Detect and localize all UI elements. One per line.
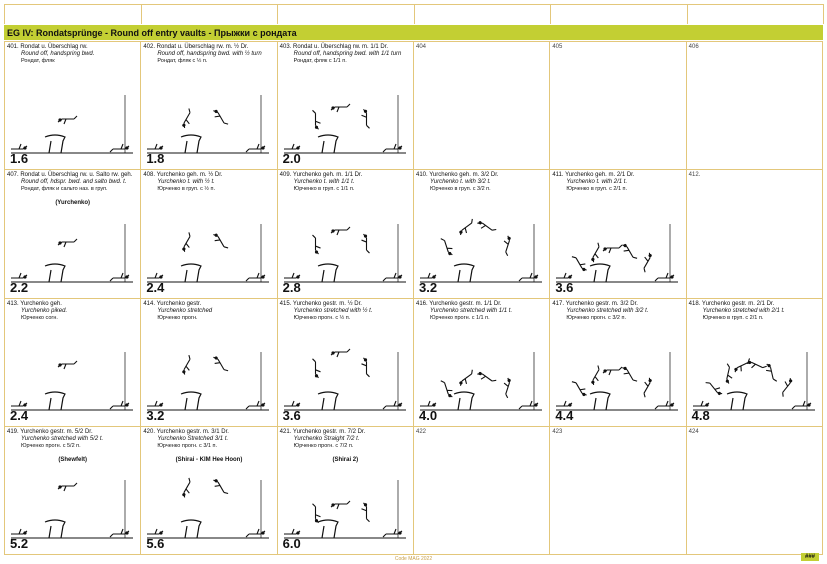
difficulty-value: 2.4	[146, 279, 165, 295]
gymnast-figure	[147, 529, 163, 537]
vault-illustration	[693, 332, 815, 414]
gymnast-figure	[519, 401, 538, 409]
gymnast-figure	[147, 401, 163, 409]
vault-table	[318, 264, 338, 282]
vault-table	[45, 264, 65, 282]
gymnast-figure	[638, 251, 654, 271]
gymnast-figure	[331, 349, 350, 357]
vault-russian-name: Юрченко в груп. с 2/1 п.	[702, 314, 764, 321]
vault-german-name: 411. Yurchenko geh. m. 2/1 Dr.	[552, 172, 635, 179]
difficulty-value: 4.4	[555, 407, 574, 423]
gymnast-figure	[212, 477, 228, 497]
gymnast-figure	[655, 401, 674, 409]
vault-cell	[278, 299, 414, 427]
vault-table	[727, 392, 747, 410]
vault-table-page	[4, 4, 823, 550]
group-title: EG IV: Rondatsprünge - Round off entry vaults - Прыжки с рондата	[7, 27, 297, 38]
vault-english-name: Yurchenko t. with 2/1 t.	[566, 179, 628, 186]
vault-german-name: 414. Yurchenko gestr.	[143, 300, 202, 307]
vault-english-name: Yurchenko stretched with 5/2 t.	[21, 435, 104, 442]
gymnast-figure	[312, 504, 320, 523]
vault-english-name: Yurchenko t. with ½ t.	[157, 179, 215, 186]
vault-german-name: 409. Yurchenko geh. m. 1/1 Dr.	[279, 172, 363, 179]
gymnast-figure	[212, 108, 228, 128]
vault-table	[45, 520, 65, 538]
top-cell	[551, 4, 688, 24]
vault-cell	[687, 299, 823, 427]
vault-russian-name: Юрченко в груп. с 3/2 п.	[429, 186, 491, 193]
difficulty-value: 1.6	[10, 151, 29, 167]
vault-cell	[414, 42, 550, 170]
vault-cell	[414, 299, 550, 427]
gymnast-figure	[621, 241, 637, 261]
vault-german-name: 421. Yurchenko gestr. m. 7/2 Dr.	[279, 428, 366, 435]
vault-german-name: 403. Rondat u. Überschlag rw. m. 1/1 Dr.	[279, 44, 389, 50]
vault-illustration	[147, 75, 269, 157]
element-number: 412.	[688, 172, 701, 179]
vault-russian-name: Рондат, фляк с 1/1 п.	[293, 58, 347, 64]
gymnast-figure	[764, 362, 776, 382]
gymnast-figure	[777, 377, 795, 397]
gymnast-figure	[331, 104, 350, 112]
gymnast-figure	[519, 273, 538, 281]
element-number: 406	[688, 44, 699, 50]
gymnast-figure	[110, 273, 129, 281]
gymnast-figure	[383, 401, 402, 409]
gymnast-figure	[312, 235, 320, 254]
vault-cell	[141, 427, 277, 555]
vault-cell	[141, 170, 277, 298]
gymnast-figure	[11, 401, 27, 409]
vault-german-name: 415. Yurchenko gestr. m. ½ Dr.	[279, 300, 362, 307]
vault-table	[181, 520, 201, 538]
gymnast-figure	[361, 503, 369, 522]
gymnast-figure	[457, 218, 477, 236]
difficulty-value: 2.4	[10, 407, 29, 423]
difficulty-value: 3.6	[555, 279, 574, 295]
gymnast-figure	[147, 144, 163, 152]
difficulty-value: 5.6	[146, 536, 165, 551]
difficulty-value: 2.8	[282, 279, 301, 295]
vault-english-name: Yurchenko stretched with 2/1 t.	[702, 307, 785, 314]
top-cell	[142, 4, 279, 24]
gymnast-figure	[572, 252, 588, 272]
gymnast-figure	[246, 401, 265, 409]
vault-german-name: 418. Yurchenko gestr. m. 2/1 Dr.	[688, 300, 775, 307]
vault-cell	[550, 299, 686, 427]
gymnast-figure	[180, 109, 196, 129]
gymnast-figure	[331, 501, 350, 509]
vault-nickname: (Shirai 2)	[332, 456, 359, 463]
vault-cell	[5, 299, 141, 427]
vault-english-name: Yurchenko Stretched 3/1 t.	[157, 435, 229, 442]
vault-illustration	[284, 460, 406, 542]
vault-cell	[141, 42, 277, 170]
vault-table	[45, 135, 65, 153]
vault-cell	[687, 170, 823, 298]
vault-illustration	[284, 75, 406, 157]
gymnast-figure	[58, 361, 77, 369]
difficulty-value: 4.0	[418, 407, 438, 423]
vault-illustration	[284, 204, 406, 286]
gymnast-figure	[361, 234, 369, 253]
gymnast-figure	[284, 144, 300, 152]
vault-table	[590, 392, 610, 410]
vault-german-name: 410. Yurchenko geh. m. 3/2 Dr.	[415, 172, 499, 179]
vault-english-name: Yurchenko stretched with 3/2 t.	[566, 307, 649, 314]
vault-english-name: Yurchenko t. with 3/2 t.	[429, 179, 491, 186]
gymnast-figure	[556, 401, 572, 409]
gymnast-figure	[246, 529, 265, 537]
gymnast-figure	[246, 273, 265, 281]
gymnast-figure	[180, 232, 196, 252]
gymnast-figure	[705, 377, 723, 397]
vault-table	[318, 520, 338, 538]
gymnast-figure	[284, 273, 300, 281]
vault-russian-name: Юрченко прогн. с 3/2 п.	[566, 314, 626, 321]
element-number: 404	[415, 44, 426, 50]
difficulty-value: 5.2	[10, 536, 29, 551]
element-number: 424	[688, 428, 699, 435]
gymnast-figure	[312, 359, 320, 378]
gymnast-figure	[603, 367, 622, 375]
vault-russian-name: Юрченко в груп. с 1/1 п.	[293, 186, 355, 193]
vault-german-name: 401. Rondat u. Überschlag rw.	[7, 44, 88, 50]
gymnast-figure	[476, 218, 496, 236]
vault-german-name: 419. Yurchenko gestr. m. 5/2 Dr.	[7, 428, 93, 435]
gymnast-figure	[11, 144, 27, 152]
gymnast-figure	[361, 110, 369, 129]
vault-cell	[550, 170, 686, 298]
vault-russian-name: Рондат, фляк и сальто наз. в груп.	[21, 186, 108, 193]
gymnast-figure	[500, 235, 513, 256]
vault-german-name: 416. Yurchenko gestr. m. 1/1 Dr.	[415, 300, 502, 307]
vault-cell	[550, 42, 686, 170]
vault-table	[45, 392, 65, 410]
vault-illustration	[11, 332, 133, 414]
difficulty-value: 1.8	[146, 151, 165, 167]
vault-cell	[5, 170, 141, 298]
vault-table	[318, 135, 338, 153]
vault-illustration	[147, 460, 269, 542]
gymnast-figure	[180, 478, 196, 498]
vault-illustration	[556, 204, 678, 286]
vault-russian-name: Юрченко прогн. с 1/1 п.	[429, 314, 490, 321]
vault-german-name: 408. Yurchenko geh. m. ½ Dr.	[143, 172, 223, 179]
gymnast-figure	[603, 245, 622, 253]
vault-cell	[687, 427, 823, 555]
group-title-bar	[4, 25, 823, 40]
vault-english-name: Round off, handspring bwd. with 1/1 turn	[293, 51, 402, 57]
vault-cell	[141, 299, 277, 427]
gymnast-figure	[621, 364, 637, 384]
element-number: 405	[552, 44, 563, 50]
vault-russian-name: Юрченко прогн. с ½ п.	[293, 314, 351, 321]
vault-english-name: Round off, hdspr. bwd. and salto bwd. t.	[21, 179, 127, 186]
vault-cell	[550, 427, 686, 555]
difficulty-value: 3.2	[146, 407, 165, 423]
vault-illustration	[284, 332, 406, 414]
gymnast-figure	[420, 273, 436, 281]
gymnast-figure	[110, 144, 129, 152]
gymnast-figure	[110, 401, 129, 409]
vault-table	[181, 392, 201, 410]
gymnast-figure	[792, 401, 811, 409]
gymnast-figure	[58, 116, 77, 124]
vault-german-name: 420. Yurchenko gestr. m. 3/1 Dr.	[143, 428, 229, 435]
vault-english-name: Yurchenko Straight 7/2 t.	[293, 435, 360, 442]
vault-russian-name: Рондат, фляк с ½ п.	[157, 58, 208, 64]
gymnast-figure	[331, 227, 350, 235]
gymnast-figure	[383, 144, 402, 152]
vault-table	[318, 392, 338, 410]
gymnast-figure	[11, 529, 27, 537]
vault-illustration	[147, 332, 269, 414]
gymnast-figure	[284, 529, 300, 537]
vault-cell	[414, 170, 550, 298]
difficulty-value: 6.0	[282, 536, 301, 551]
vault-english-name: Yurchenko t. with 1/1 t.	[293, 179, 355, 186]
vault-cell	[5, 427, 141, 555]
gymnast-figure	[457, 370, 477, 388]
vault-illustration	[11, 75, 133, 157]
vault-table	[454, 264, 474, 282]
vault-illustration	[420, 332, 542, 414]
vault-nickname: (Shirai - KIM Hee Hoon)	[175, 456, 243, 463]
vault-russian-name: Юрченко в груп. с ½ п.	[157, 186, 215, 193]
gymnast-figure	[312, 111, 320, 130]
vault-cell	[278, 42, 414, 170]
vault-cell	[687, 42, 823, 170]
gymnast-figure	[441, 236, 454, 257]
gymnast-figure	[638, 377, 654, 397]
vault-illustration	[11, 204, 133, 286]
difficulty-value: 4.8	[691, 407, 710, 423]
vault-german-name: 413. Yurchenko geh.	[7, 300, 62, 307]
top-empty-row	[4, 4, 824, 24]
gymnast-figure	[693, 401, 709, 409]
gymnast-figure	[383, 273, 402, 281]
gymnast-figure	[180, 355, 196, 375]
top-cell	[5, 4, 142, 24]
gymnast-figure	[246, 144, 265, 152]
element-grid	[4, 41, 823, 555]
gymnast-figure	[212, 354, 228, 374]
vault-cell	[5, 42, 141, 170]
vault-english-name: Yurchenko stretched with 1/1 t.	[429, 307, 513, 314]
vault-russian-name: Юрченко прогн. с 5/2 п.	[21, 442, 81, 449]
gymnast-figure	[589, 365, 605, 385]
gymnast-figure	[441, 378, 454, 399]
gymnast-figure	[476, 369, 496, 387]
vault-russian-name: Юрченко прогн.	[157, 314, 198, 321]
vault-illustration	[147, 204, 269, 286]
top-cell	[278, 4, 415, 24]
gymnast-figure	[110, 529, 129, 537]
gymnast-figure	[212, 231, 228, 251]
gymnast-figure	[556, 273, 572, 281]
vault-table	[454, 392, 474, 410]
gymnast-figure	[420, 401, 436, 409]
vault-russian-name: Юрченко согн.	[21, 314, 58, 321]
vault-cell	[414, 427, 550, 555]
gymnast-figure	[723, 363, 735, 383]
vault-cell	[278, 170, 414, 298]
vault-table	[590, 264, 610, 282]
gymnast-figure	[383, 529, 402, 537]
vault-nickname: (Yurchenko)	[55, 200, 90, 207]
gymnast-figure	[11, 273, 27, 281]
gymnast-figure	[284, 401, 300, 409]
gymnast-figure	[572, 377, 588, 397]
vault-english-name: Yurchenko stretched with ½ t.	[293, 307, 373, 314]
vault-english-name: Round off, handspring bwd.	[21, 51, 95, 57]
difficulty-value: 2.2	[10, 279, 29, 295]
vault-english-name: Yurchenko stretched	[157, 307, 213, 314]
gymnast-figure	[500, 377, 513, 398]
gymnast-figure	[655, 273, 674, 281]
gymnast-figure	[589, 242, 605, 262]
vault-illustration	[556, 332, 678, 414]
difficulty-value: 2.0	[282, 151, 301, 167]
vault-cell	[278, 427, 414, 555]
gymnast-figure	[58, 483, 77, 491]
vault-table	[181, 264, 201, 282]
vault-illustration	[420, 204, 542, 286]
gymnast-figure	[732, 358, 753, 373]
element-number: 423	[552, 428, 563, 435]
gymnast-figure	[147, 273, 163, 281]
element-number: 422	[415, 428, 426, 435]
vault-illustration	[11, 460, 133, 542]
difficulty-value: 3.2	[418, 279, 438, 295]
vault-german-name: 407. Rondat u. Überschlag rw. u. Salto rw. geh.	[7, 172, 133, 179]
vault-russian-name: Рондат, фляк	[21, 58, 55, 64]
vault-english-name: Yurchenko piked.	[21, 307, 68, 314]
gymnast-figure	[361, 358, 369, 377]
top-cell	[415, 4, 552, 24]
footer-text: Code MAG 2022	[394, 556, 433, 562]
vault-russian-name: Юрченко в груп. с 2/1 п.	[566, 186, 628, 193]
gymnast-figure	[58, 239, 77, 247]
vault-german-name: 402. Rondat u. Überschlag rw. m. ½ Dr.	[143, 44, 249, 50]
vault-russian-name: Юрченко прогн. с 7/2 п.	[293, 442, 354, 449]
difficulty-value: 3.6	[282, 407, 301, 423]
page-number: ###	[801, 553, 819, 561]
vault-table	[181, 135, 201, 153]
vault-english-name: Round off, handspring bwd. with ½ turn	[157, 51, 262, 57]
vault-russian-name: Юрченко прогн. с 3/1 п.	[157, 442, 217, 449]
vault-german-name: 417. Yurchenko gestr. m. 3/2 Dr.	[552, 300, 638, 307]
top-cell	[688, 4, 825, 24]
vault-nickname: (Shewfelt)	[58, 456, 87, 463]
